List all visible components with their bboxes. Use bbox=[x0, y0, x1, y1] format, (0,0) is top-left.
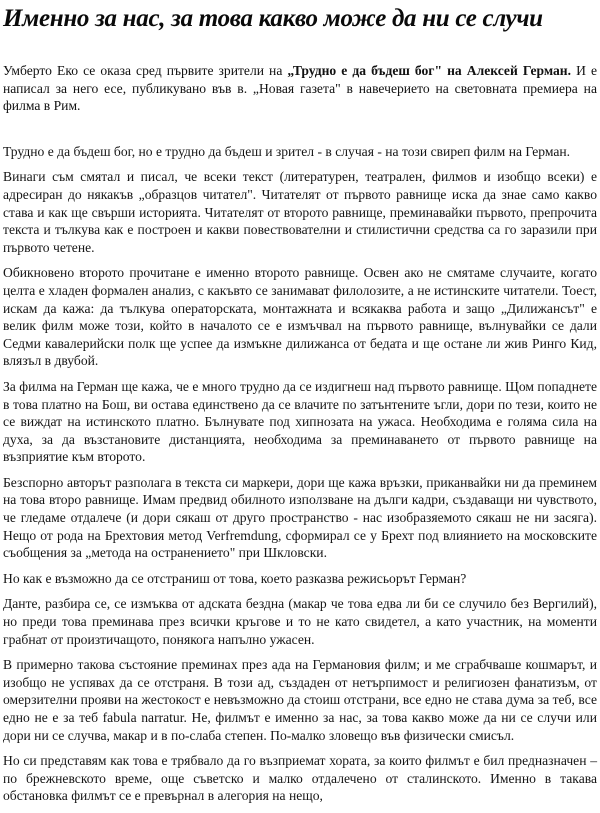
paragraph: Обикновено второто прочитане е именно второто равнище. Освен ако не смятаме случаите, когато целта е хладен формален анализ, с какъвто се занимават филолозите, а не истинските читатели. Тоест, искам да кажа: да тълкува операторската, монтажната и всякаква работа и защо „Дилижансът" е велик филм може този, който в началото се е измъчвал на първото равнище, вълнувайки се дали Седми кавалерийски полк ще успее да измъкне дилижанса от бедата и ще остане ли жив Ринго Кид, влязъл в двубой. bbox=[3, 265, 597, 369]
paragraph: Винаги съм смятал и писал, че всеки текст (литературен, театрален, филмов и изобщо всеки) е адресиран до някакъв „образцов читател". Читателят от първото равнище иска да знае само какво става и как ще свърши историята. Читателят от второто равнище, преминавайки първото, препрочита текста и тълкува как е построен и какви повествователни и стилистични средства са го заразили при първото четене. bbox=[3, 169, 597, 255]
intro-paragraph bbox=[3, 62, 597, 115]
intro-film-title: „Трудно е да бъдеш бог" на Алексей Герман. bbox=[287, 63, 572, 78]
paragraph: Безспорно авторът разполага в текста си маркери, дори ще кажа връзки, приканвайки ни да преминем на това второ равнище. Имам предвид обилното използване на дълги кадри, създаващи ни чувството, че гледаме отдалече (и дори сякаш от друго пространство - нас изобразяемото сякаш не ни засяга). Нещо от рода на Брехтовия метод Verfremdung, сформирал се у Брехт под влиянието на московските съобщения за „метода на остранението" при Шкловски. bbox=[3, 474, 597, 561]
paragraph: В примерно такова състояние преминах през ада на Германовия филм; и ме сграбчваше кошмарът, и изобщо не успявах да се отстраня. В този ад, създаден от нетърпимост и религиозен фанатизъм, от омерзителни прояви на жестокост е невъзможно да стоиш отстрани, все едно не става дума за теб, все едно не е за теб fabula narratur. Не, филмът е именно за нас, за това какво може да ни се случи или дори ни се случва, макар и в по-слаба степен. По-малко зловещо във физически смисъл. bbox=[3, 657, 597, 743]
paragraph: Но как е възможно да се отстраниш от това, което разказва режисьорът Герман? bbox=[3, 570, 467, 586]
article-body bbox=[3, 143, 597, 805]
paragraph: Трудно е да бъдеш бог, но е трудно да бъдеш и зрител - в случая - на този свиреп филм на Герман. bbox=[3, 143, 571, 159]
intro-lead: Умберто Еко се оказа сред първите зрители на bbox=[3, 63, 288, 78]
paragraph: За филма на Герман ще кажа, че е много трудно да се издигнеш над първото равнище. Щом попаднете в това платно на Бош, ви остава единствено да се влачите по затънтените ъгли, дори по тези, които не се виждат на истинското платно. Бълнувате под хипнозата на ужаса. Необходима е голяма сила на духа, за да възстановите дистанцията, необходима за преминаването от първото равнище на възприятие към второто. bbox=[3, 378, 597, 465]
document-page bbox=[3, 0, 597, 813]
paragraph: Но си представям как това е трябвало да го възприемат хората, за които филмът е бил предназначен – по брежневското време, още съветско и малко отдалечено от сталинското. Именно в такава обстановка филмът се е превърнал в алегория на нещо, bbox=[3, 753, 597, 804]
document-title: Именно за нас, за това какво може да ни се случи bbox=[3, 5, 543, 32]
paragraph: Данте, разбира се, се измъква от адската бездна (макар че това едва ли би се случило без Вергилий), но преди това преминава през всички кръгове и то не като свидетел, а като участник, на моменти грабнат от произтичащото, понякога напълно ужасен. bbox=[3, 596, 597, 647]
intro-rest: И е написал за него есе, публикувано във в. „Новая газета" в навечерието на световната премиера на филма в Рим. bbox=[3, 63, 597, 114]
